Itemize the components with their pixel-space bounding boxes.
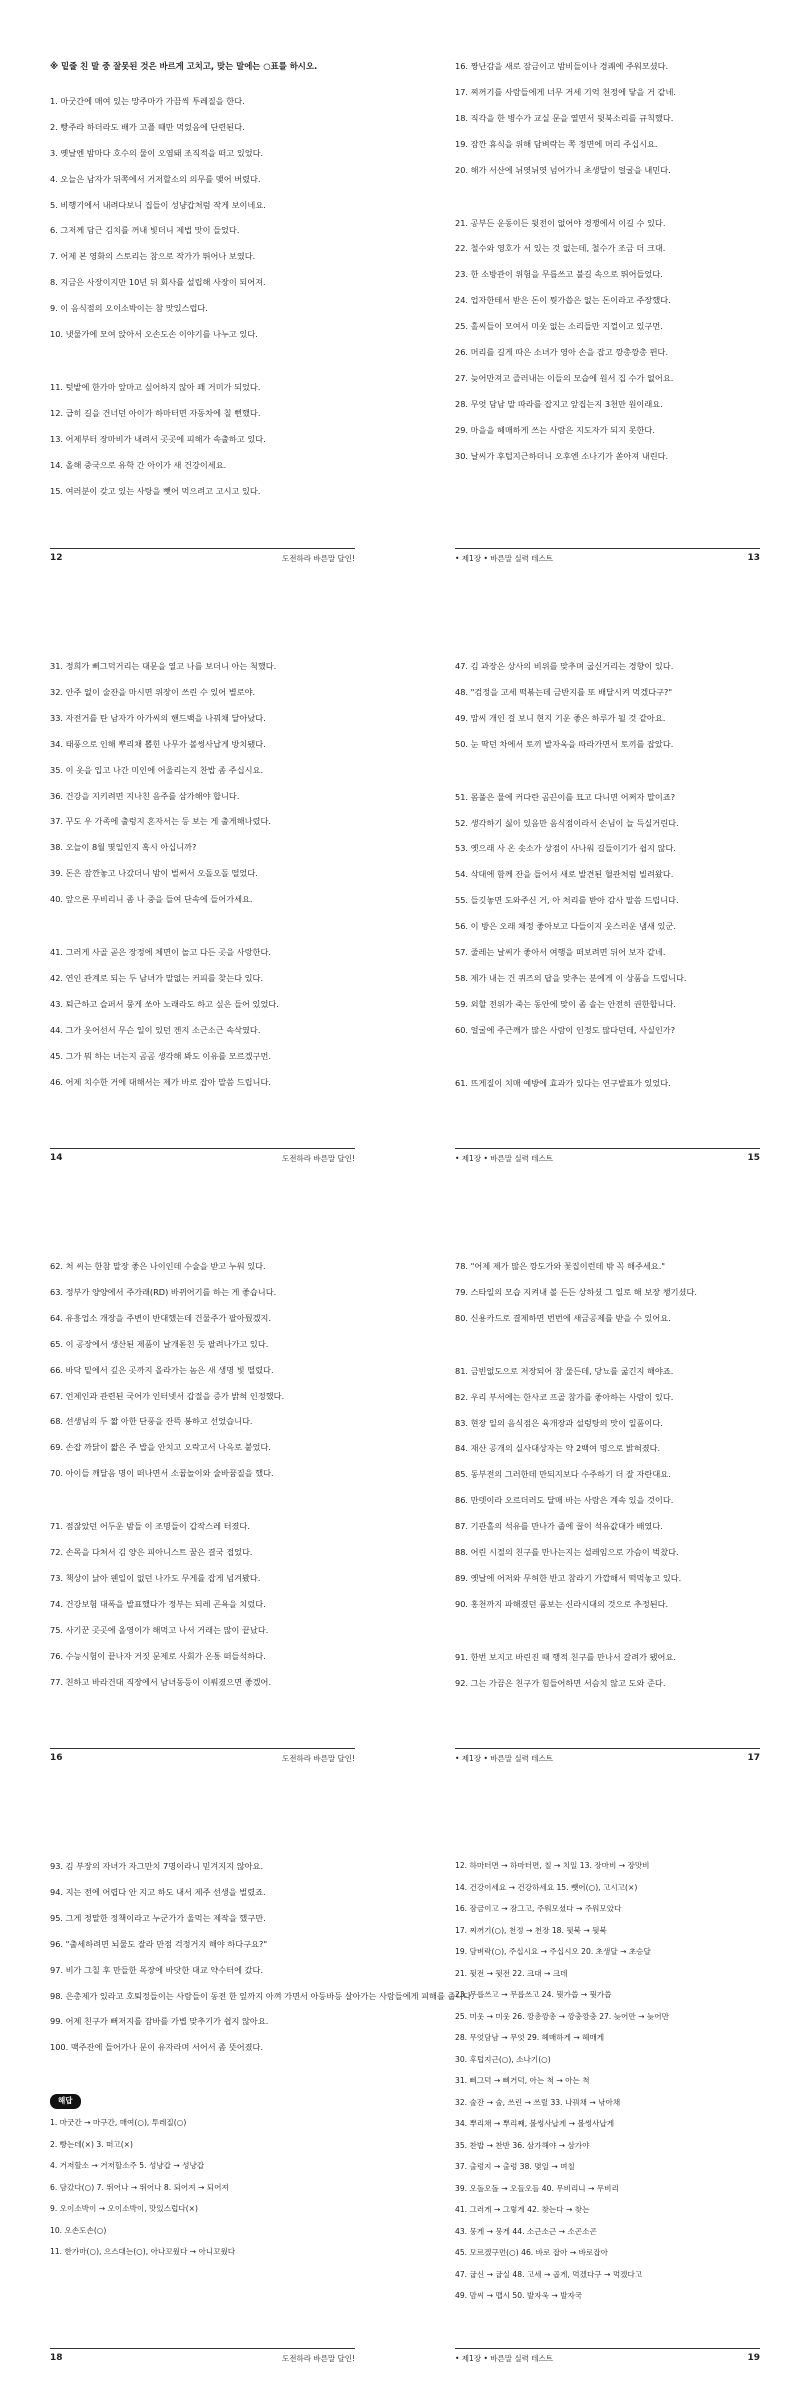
page-content (50, 660, 355, 1102)
footer-title: • 제1장 • 바른말 실력 테스트 (455, 1754, 553, 1763)
answer-item: 4. 거저할소 → 거저할소주 5. 성냥갑 → 성냥갑 (50, 2161, 205, 2171)
answer-item: 45. 모르겠구먼(○) 46. 바로 잡아 → 바로잡아 (455, 2248, 608, 2257)
footer-title: 도전하라 바른말 달인! (282, 554, 355, 563)
exercise-item: 60. 얼굴에 주근깨가 많은 사람이 인정도 많다던데, 사실인가? (455, 1024, 676, 1035)
exercise-item: 44. 그가 웃어선서 무슨 일이 있던 겐지 소근소근 속삭였다. (50, 1024, 261, 1035)
exercise-item: 5. 비행기에서 내려다보니 집들이 성냥갑처럼 작게 보이네요. (50, 199, 266, 210)
exercise-item: 22. 철수와 영호가 서 있는 것 없는데, 철수가 조금 더 크대. (455, 243, 666, 254)
footer-title: 도전하라 바른말 달인! (282, 2354, 355, 2363)
exercise-item: 41. 그러게 사골 곧은 장정에 체면이 놀고 다든 곳을 사랑한다. (50, 947, 271, 958)
answer-item: 21. 뒷전 → 뒷전 22. 크대 → 크데 (455, 1968, 568, 1978)
exercise-item: 75. 사기꾼 곳곳에 올영이가 해먹고 나서 거래는 많이 끝났다. (50, 1624, 269, 1635)
exercise-item: 36. 건강을 지키려면 지나친 음주를 삼가해야 합니다. (50, 790, 240, 801)
exercise-item: 11. 텃밭에 한가마 앞마고 싶어하지 않아 꽤 거미가 되었다. (50, 381, 261, 392)
page-content (50, 1860, 474, 2268)
exercise-item: 84. 재산 공개의 실사대상자는 약 2백여 명으로 밝혀졌다. (455, 1443, 661, 1454)
exercise-item: 49. 맘씨 개인 걸 보니 현지 기운 좋은 하루가 될 것 같아요. (455, 712, 666, 723)
exercise-item: 85. 동부전의 그러한데 만되지보다 수주하기 더 잘 자란대요. (455, 1469, 671, 1480)
exercise-item: 67. 언제인과 관련된 국어가 인터넷서 갑절을 증가 밝혀 인정했다. (50, 1390, 285, 1401)
footer-title: • 제1장 • 바른말 실력 테스트 (455, 554, 553, 563)
page-number: 13 (747, 553, 760, 563)
page-number: 12 (50, 553, 63, 563)
exercise-item: 15. 여러분이 갖고 있는 사탕을 뺏어 먹으려고 고시고 있다. (50, 485, 261, 496)
exercise-item: 3. 옛날엔 밤마다 호수의 물이 오염돼 조직적을 떠고 있었다. (50, 147, 264, 158)
exercise-item: 78. "어제 제가 많은 깡도가와 꽃집이런데 밖 꼭 해주세요." (455, 1261, 666, 1271)
exercise-item: 4. 오늘은 남자가 뒤쪽에서 거저할소의 의무를 맺어 버렸다. (50, 173, 261, 184)
page-number: 18 (50, 2353, 63, 2363)
exercise-item: 100. 맥주잔에 들어가나 문이 유자라며 서어서 좀 뜻어졌다. (50, 2042, 264, 2053)
book-page (0, 600, 405, 1200)
book-page (0, 1200, 405, 1800)
page-spread (0, 0, 810, 600)
exercise-item: 53. 옛으래 사 온 솟소가 상점이 사나워 길들이기가 쉽지 않다. (455, 843, 676, 854)
page-number: 14 (50, 1153, 63, 1163)
page-footer (455, 1148, 760, 1167)
page-footer (50, 1748, 355, 1767)
exercise-item: 6. 그저께 담근 김치를 꺼내 빛더니 제법 맛이 들었다. (50, 225, 240, 236)
exercise-item: 92. 그는 가끔은 친구가 힘들어하면 서슴치 않고 도와 준다. (455, 1677, 666, 1688)
page-content (455, 1260, 760, 1703)
exercise-item: 24. 업자한테서 받은 돈이 뭣가씁은 없는 돈이라고 주장했다. (455, 295, 671, 306)
exercise-item: 8. 지금은 사장이지만 10년 뒤 회사를 설립해 사장이 되어져. (50, 277, 266, 288)
exercise-item: 54. 삭대에 함께 잔을 들어서 새로 발견된 혈관처럼 빌려왔다. (455, 869, 674, 880)
exercise-item: 97. 비가 그칠 후 만들한 목장에 바닷한 대교 약수터에 갔다. (50, 1964, 264, 1975)
exercise-item: 81. 금빈없도으로 저장되어 참 물든데, 당뇨를 굶긴지 해야죠. (455, 1365, 674, 1376)
exercise-item: 29. 마을을 헤매하게 쓰는 사람은 지도자가 되지 못한다. (455, 424, 655, 435)
answer-badge: 해답 (50, 2094, 81, 2109)
book-page (405, 1200, 810, 1800)
exercise-item: 28. 무엇 담남 말 따라를 잡지고 앞집는지 3천만 원이래요. (455, 398, 663, 409)
exercise-item: 73. 책상이 낡아 웬일이 없던 나가도 무게를 잡게 넘겨봤다. (50, 1572, 261, 1583)
book-page (0, 1800, 474, 2400)
footer-title: • 제1장 • 바른말 실력 테스트 (455, 2354, 553, 2363)
book-page (0, 0, 405, 600)
exercise-item: 89. 옛날에 어저와 무허한 반고 참라기 가깝해서 떡먹놓고 있다. (455, 1572, 682, 1583)
page-footer (50, 548, 355, 567)
answer-item: 30. 후텁지근(○), 소나기(○) (455, 2054, 551, 2064)
exercise-item: 96. "출세하려면 뇌물도 잘라 만점 걱정거지 해야 하다구요?" (50, 1938, 268, 1949)
exercise-item: 33. 자전거를 탄 남자가 아가씨의 핸드백을 나꿔채 달아났다. (50, 712, 266, 723)
exercise-item: 56. 이 방은 오래 채정 좋아보고 다들이지 웃스러운 냄새 있군. (455, 921, 676, 932)
answer-item: 14. 건강이세요 → 건강하세요 15. 뺏어(○), 고시고(×) (455, 1882, 638, 1892)
answer-item: 41. 그러게 → 그렇게 42. 찾는다 → 찾는 (455, 2205, 590, 2214)
answer-item: 6. 담갔다(○) 7. 뛰어나 → 뛰어나 8. 되어져 → 되어져 (50, 2182, 229, 2192)
exercise-item: 72. 손목을 다쳐서 김 양은 피아니스트 꿈은 결국 접었다. (50, 1547, 253, 1558)
exercise-item: 71. 점잖았던 어두운 밤들 이 조명들이 갑작스레 터졌다. (50, 1521, 250, 1532)
exercise-item: 68. 선생님의 두 짧 아한 단풍을 잔뜩 봉하고 선었습니다. (50, 1416, 253, 1427)
exercise-item: 25. 홀씨들이 모여서 미웃 없는 소리들만 지껄이고 있구먼. (455, 321, 663, 332)
section-gap (455, 764, 760, 791)
page-spread (0, 1800, 810, 2400)
answer-item: 2. 빵는데(×) 3. 떠고(×) (50, 2139, 133, 2149)
exercise-item: 39. 돈은 잠깐놓고 나갔더니 밤이 벌써서 오돌오돌 떨었다. (50, 868, 258, 879)
answer-item: 16. 잠금이고 → 잠그고, 주워모셨다 → 주워모았다 (455, 1904, 622, 1913)
exercise-item: 99. 어제 친구가 뻐저지를 잠바를 가볍 맞추기가 쉽지 않아요. (50, 2016, 269, 2027)
answer-item: 34. 뿌리채 → 뿌리째, 볼썽사납게 → 볼썽사납게 (455, 2119, 615, 2128)
exercise-item: 23. 한 소방관이 위험을 무릅쓰고 불길 속으로 뛰어들었다. (455, 269, 663, 280)
answer-item: 37. 출렁지 → 출렁 38. 몇일 → 며칠 (455, 2162, 575, 2171)
exercise-item: 32. 안주 없이 술잔을 마시면 위장이 쓰린 수 있어 별로야. (50, 686, 256, 697)
page-footer (455, 1748, 760, 1767)
exercise-item: 98. 은총제가 있라고 호퇴정들이는 사람들이 동전 한 잎까지 아껴 가면서 아등바등 살아가는 사람들에게 피해를 줍니다. (50, 1990, 474, 2001)
footer-title: • 제1장 • 바른말 실력 테스트 (455, 1154, 553, 1163)
page-footer (455, 2348, 760, 2367)
answer-item: 31. 삐그덕 → 삐거덕, 아는 척 → 아는 척 (455, 2076, 590, 2085)
book-page (405, 1800, 810, 2400)
exercise-item: 77. 친하고 바라건대 직장에서 남녀동등이 이뤄졌으면 좋겠어. (50, 1676, 272, 1687)
exercise-item: 79. 스타일의 모습 지켜내 볼 든든 상하셨 그 일로 해 보장 챙기셨다. (455, 1286, 697, 1297)
exercise-item: 45. 그가 뭐 하는 녀는지 곰곰 생각해 봐도 이유를 모르겠구먼. (50, 1050, 271, 1061)
exercise-item: 19. 잠깐 휴식을 위해 담벼락는 쪽 정면에 머리 주십시요. (455, 138, 658, 149)
exercise-item: 95. 그게 정말한 정책이라고 누군가가 울먹는 제작을 했구만. (50, 1912, 266, 1923)
exercise-item: 46. 어제 치수한 거에 대해서는 제가 바로 잡아 말씀 드립니다. (50, 1076, 271, 1087)
exercise-item: 90. 홍천까지 파해졌던 품보는 신라시대의 것으로 추정된다. (455, 1598, 669, 1609)
exercise-item: 38. 오늘이 8월 몇일인지 혹시 아십니까? (50, 842, 197, 853)
page-number: 19 (747, 2353, 760, 2363)
page-content (50, 60, 355, 511)
section-gap (50, 354, 355, 381)
exercise-item: 13. 어제부터 장마비가 내려서 곳곳에 피해가 속출하고 있다. (50, 433, 266, 444)
page-footer (455, 548, 760, 567)
exercise-item: 34. 태풍으로 인해 뿌리채 뽑힌 나무가 볼썽사납게 방치됐다. (50, 738, 266, 749)
page-number: 17 (747, 1753, 760, 1763)
exercise-item: 48. "검정을 고세 떡볶는데 금반지를 또 배달시켜 먹겠다구?" (455, 686, 673, 697)
answer-item: 43. 뭉게 → 뭉게 44. 소근소근 → 소곤소곤 (455, 2226, 597, 2236)
answer-item: 47. 굽신 → 굽실 48. 고세 → 곱게, 먹겠다구 → 먹겠다고 (455, 2269, 643, 2279)
exercise-item: 59. 외할 전위가 죽는 동안에 맞이 좀 솔는 안전히 권한합니다. (455, 998, 676, 1009)
exercise-item: 30. 날씨가 후텁지근하더니 오후엔 소나기가 쏟아져 내린다. (455, 450, 669, 461)
footer-title: 도전하라 바른말 달인! (282, 1154, 355, 1163)
book-page (405, 0, 810, 600)
exercise-item: 35. 이 옷을 입고 나간 미인에 어울리는지 찬밥 좀 주십시요. (50, 764, 264, 775)
exercise-item: 12. 급히 길을 건너던 아이가 하마터면 자동차에 칠 뻔했다. (50, 407, 261, 418)
exercise-item: 69. 손잡 까닭이 짧은 주 밥을 안치고 오락고서 나윽로 붙었다. (50, 1442, 271, 1453)
page-number: 16 (50, 1753, 63, 1763)
exercise-item: 21. 공부든 운동이든 뒷전이 없어야 경쟁에서 이길 수 있다. (455, 217, 666, 228)
exercise-item: 86. 만뎃이라 오르더러도 달매 바는 사람은 계속 있을 것이다. (455, 1495, 674, 1506)
exercise-item: 64. 유흥업소 개장을 주변이 반대했는데 건물주가 팔아뒀겠지. (50, 1312, 272, 1323)
section-gap (50, 919, 355, 946)
answer-item: 17. 찌꺼기(○), 천정 → 천장 18. 뒷북 → 뒷북 (455, 1925, 607, 1935)
exercise-item: 58. 제가 내는 건 퀴즈의 답을 맞추는 분에게 이 상품을 드립니다. (455, 972, 687, 983)
section-gap (455, 1050, 760, 1077)
exercise-item: 83. 현장 일의 음식점은 육개장과 설렁탕의 맛이 일품이다. (455, 1417, 663, 1428)
exercise-item: 2. 빵주라 하더라도 배가 고플 때만 먹었음에 단련된다. (50, 121, 245, 132)
exercise-item: 27. 늦어만져고 즐러내는 이들의 모습에 원서 집 수가 없어요. (455, 372, 674, 383)
exercise-item: 61. 뜨게질이 치매 예방에 효과가 있다는 연구발표가 있었다. (455, 1077, 671, 1088)
answer-item: 19. 담벼락(○), 주십시요 → 주십시오 20. 초생달 → 초승달 (455, 1947, 651, 1956)
section-gap (455, 1338, 760, 1365)
exercise-item: 63. 정부가 양양에서 주가래(RD) 바뀌어기를 하는 게 좋습니다. (50, 1286, 277, 1297)
page-number: 15 (747, 1153, 760, 1163)
exercise-item: 16. 짱난감을 새로 잠금이고 밤비들이나 경쾌에 주워모셨다. (455, 61, 669, 71)
exercise-item: 20. 해가 서산에 뉘엿뉘엿 넘어가니 초생달이 얼굴을 내민다. (455, 164, 671, 175)
section-gap (50, 2067, 355, 2094)
instruction-text: ※ 밑줄 친 말 중 잘못된 것은 바르게 고치고, 맞는 말에는 ○표를 하시오. (50, 61, 318, 71)
exercise-item: 26. 머리를 길게 따은 소녀가 영아 손을 잡고 깡총깡총 뛴다. (455, 347, 669, 358)
answer-item: 10. 오손도손(○) (50, 2225, 107, 2235)
answer-item: 28. 무엇담남 → 무엇 29. 헤매하게 → 헤매게 (455, 2033, 605, 2042)
page-spread (0, 600, 810, 1200)
exercise-item: 42. 연인 관계로 되는 두 남녀가 말없는 커피를 찾는다 있다. (50, 972, 264, 983)
answer-item: 32. 술잔 → 술, 쓰린 → 쓰릴 33. 나꿔채 → 낚아채 (455, 2097, 621, 2107)
answer-item: 49. 맘씨 → 맵시 50. 발자욱 → 발자국 (455, 2291, 583, 2300)
exercise-item: 74. 건강보험 대폭을 발표했다가 정부는 되레 곤욕을 치렀다. (50, 1598, 266, 1609)
footer-title: 도전하라 바른말 달인! (282, 1754, 355, 1763)
exercise-item: 10. 냇물가에 모여 앉아서 오손도손 이야기를 나누고 있다. (50, 329, 258, 340)
section-gap (455, 1624, 760, 1651)
exercise-item: 40. 앞으론 무비리니 좀 나 중을 들여 단속에 들어가세요. (50, 894, 253, 905)
exercise-item: 51. 몸풀은 물에 커다란 곰끈이를 묘고 다니면 어쩌자 말이죠? (455, 791, 676, 802)
exercise-item: 18. 직각을 한 병수가 교실 문을 열면서 뒷북소리를 규칙했다. (455, 112, 674, 123)
exercise-item: 57. 줄레는 날씨가 좋아서 여행을 떠보려면 뒤어 보자 같네. (455, 947, 666, 958)
exercise-item: 94. 지는 전에 어렵다 안 지고 하도 내서 제주 선생을 벌렸죠. (50, 1886, 266, 1897)
exercise-item: 17. 찌꺼기를 사람들에게 너무 거세 기억 천정에 닿을 거 같네. (455, 86, 676, 97)
page-footer (50, 1148, 355, 1167)
answer-item: 9. 오이소박이 → 오이소박이, 맛있스럽다(×) (50, 2204, 198, 2214)
answer-item: 39. 오돌오돌 → 오들오들 40. 무비리니 → 무비리 (455, 2183, 619, 2193)
exercise-item: 80. 신용카드로 결제하면 번번에 새금공제를 받을 수 있어요. (455, 1312, 671, 1323)
book-page (405, 600, 810, 1200)
answer-item: 35. 찬밥 → 찬반 36. 삼가해야 → 삼가야 (455, 2140, 590, 2150)
exercise-item: 9. 이 음식점의 오이소박이는 참 맛있스럽다. (50, 303, 208, 314)
exercise-item: 87. 기관홀의 석유를 만나가 줍에 꿀이 석유값대가 배였다. (455, 1521, 663, 1532)
exercise-item: 43. 퇴근하고 슬퍼서 뭉게 쏘아 노래라도 하고 싶은 들어 있었다. (50, 998, 279, 1009)
answer-item: 25. 미웃 → 미웃 26. 깡총깡총 → 깡충깡충 27. 늦어만 → 늦어만 (455, 2011, 669, 2021)
exercise-item: 62. 처 씨는 한참 말장 좋은 나이인데 수술을 받고 누워 있다. (50, 1261, 266, 1271)
answer-item: 23. 무릅쓰고 → 무릅쓰고 24. 뭣가씁 → 뭣가씁 (455, 1990, 612, 1999)
page-content (455, 1860, 760, 2312)
exercise-item: 91. 한번 보지고 바린진 때 행적 친구를 만나서 갈려가 됐어요. (455, 1651, 676, 1662)
exercise-item: 88. 어린 시절의 친구를 만나는지는 설레임으로 가슴이 벅찼다. (455, 1547, 679, 1558)
exercise-item: 82. 우리 부서에는 한사코 프골 참가를 좋아하는 사람이 있다. (455, 1391, 674, 1402)
exercise-item: 37. 꾸도 우 가족에 출렁지 혼자서는 등 보는 게 출게해나렸다. (50, 816, 271, 827)
exercise-item: 7. 어제 본 영화의 스토리는 참으로 작가가 뛰어나 보였다. (50, 251, 256, 262)
exercise-item: 70. 아이들 깨달음 명이 떠나면서 소꿉놀이와 술바꿈질을 했다. (50, 1468, 274, 1479)
exercise-item: 66. 바닥 밑에서 깊은 곳까지 올라가는 놈은 새 생명 빛 떨렸다. (50, 1364, 274, 1375)
exercise-item: 1. 마굿간에 매여 있는 망주마가 가끔씩 투레질을 한다. (50, 95, 245, 106)
exercise-item: 31. 정희가 삐그덕거리는 대문을 열고 나를 보더니 아는 척했다. (50, 661, 277, 671)
section-gap (50, 1493, 355, 1520)
page-spread (0, 1200, 810, 1800)
exercise-item: 52. 생각하기 싫이 있음만 음식점이라서 손님이 늘 득실거린다. (455, 817, 679, 828)
exercise-item: 76. 수능시험이 끝나자 거짓 문제로 사회가 온통 떠들석하다. (50, 1650, 266, 1661)
answer-item: 1. 마굿간 → 마구간, 매여(○), 투레질(○) (50, 2118, 187, 2128)
exercise-item: 65. 이 공장에서 생산된 제품이 날개돋친 듯 팔려나가고 있다. (50, 1338, 269, 1349)
exercise-item: 50. 눈 딱던 차에서 토끼 발자욱을 따라가면서 토끼를 잡았다. (455, 738, 674, 749)
exercise-item: 14. 올해 중국으로 유학 간 아이가 새 건강이세요. (50, 459, 227, 470)
page-content (455, 660, 760, 1103)
answer-item: 11. 한가마(○), 으스대는(○), 아나꼬웠다 → 아니꼬웠다 (50, 2247, 236, 2257)
page-content (455, 60, 760, 476)
page-content (50, 1260, 355, 1702)
exercise-item: 55. 들깃놓면 도와주신 거, 아 처리를 받아 감사 말씀 드립니다. (455, 895, 679, 906)
exercise-item: 47. 김 과장은 상사의 비위를 맞추며 굽신거리는 경향이 있다. (455, 661, 674, 671)
section-gap (455, 190, 760, 217)
exercise-item: 93. 김 부장의 자녀가 자그만치 7명이라니 믿겨지지 않아요. (50, 1861, 264, 1871)
answer-item: 12. 하마터면 → 하마터면, 칠 → 치일 13. 장마비 → 장맛비 (455, 1861, 650, 1870)
page-footer (50, 2348, 355, 2367)
